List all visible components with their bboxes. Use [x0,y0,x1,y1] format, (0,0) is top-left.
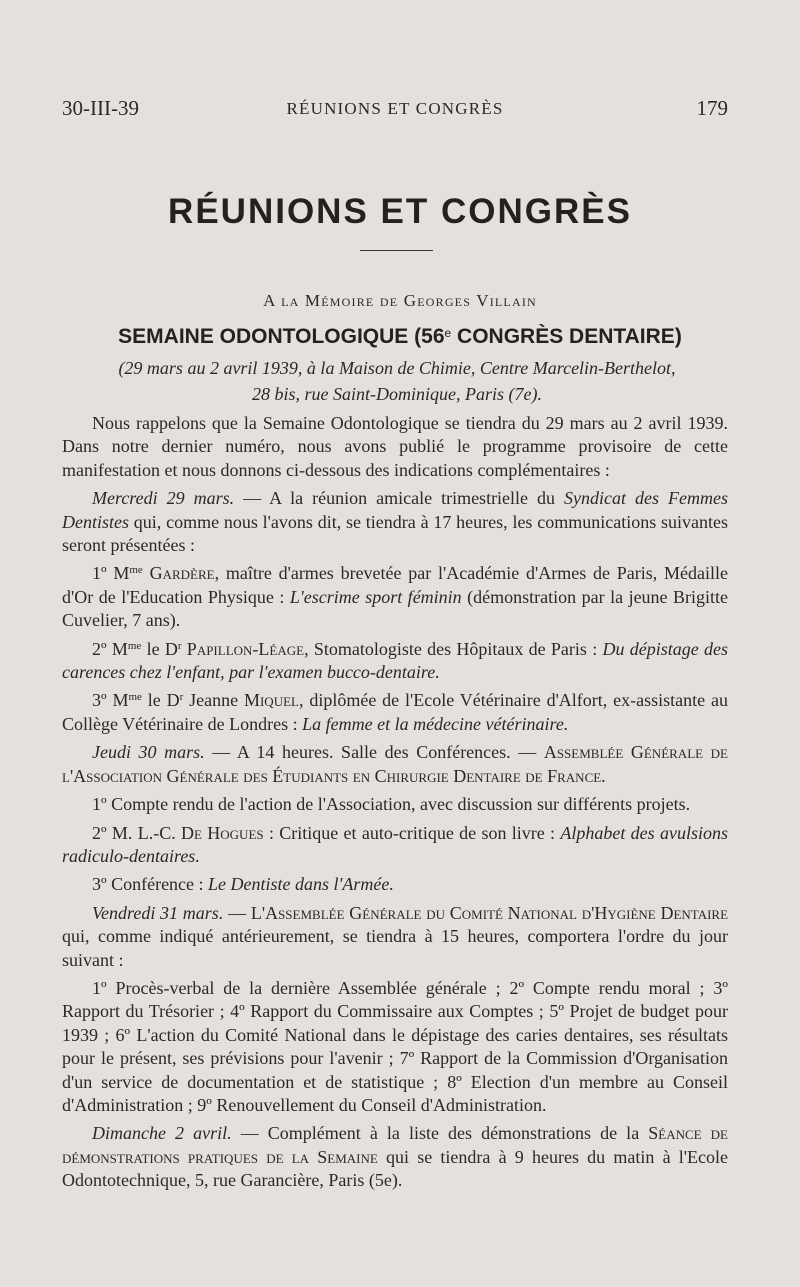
thursday-item-2: 2º M. L.-C. De Hogues : Critique et auto-critique de son livre : Alphabet des avulsions radiculo-dentaires. [62,822,728,866]
header-date: 30-III-39 [62,96,139,120]
wednesday-item-3: 3º $M^{me}$ le $D^r$ Jeanne Miquel, diplômée de l'Ecole Vétérinaire d'Alfort, ex-assistante au Collège Vétérinaire de Londres : La femme et la médecine vétérinaire. [62,690,728,734]
wednesday-item-1: 1º $M^{me}$ Gardère, maître d'armes brevetée par l'Académie d'Armes de Paris, Médaille d'Or de l'Education Physique : L'escrime sport féminin (démonstration par la jeune Brigitte Cuvelier, 7 ans). [62,563,729,631]
page-number: 179 [696,96,728,120]
wednesday-paragraph: Mercredi 29 mars. — A la réunion amicale trimestrielle du Syndicat des Femmes Dentistes qui, comme nous l'avons dit, se tiendra à 17 heures, les communications suivantes seront présentées : [62,488,728,556]
header-section-title: RÉUNIONS ET CONGRÈS [286,99,504,118]
dedication: A la Mémoire de Georges Villain [263,291,537,310]
event-title: SEMAINE ODONTOLOGIQUE (56e CONGRÈS DENTAIRE) [118,325,682,348]
article-body [62,412,728,1198]
thursday-item-1: 1º Compte rendu de l'action de l'Association, avec discussion sur différents projets. [92,794,691,815]
sunday-paragraph: Dimanche 2 avril. — Complément à la liste des démonstrations de la Séance de démonstrations pratiques de la Semaine qui se tiendra à 9 heures du matin à l'Ecole Odontotechnique, 5, rue Garancière, Paris (5e). [62,1123,728,1191]
intro-paragraph: Nous rappelons que la Semaine Odontologique se tiendra du 29 mars au 2 avril 1939. Dans notre dernier numéro, nous avons publié le programme provisoire de cette manifestation et nous donnons ci-dessous des indications complémentaires : [62,413,728,480]
wednesday-item-2: 2º $M^{me}$ le $D^r$ Papillon-Léage, Stomatologiste des Hôpitaux de Paris : Du dépistage des carences chez l'enfant, par l'examen bucco-dentaire. [62,638,728,683]
running-header [62,96,728,126]
title-divider [360,250,433,251]
page-title: RÉUNIONS ET CONGRÈS [168,192,632,231]
thursday-paragraph: Jeudi 30 mars. — A 14 heures. Salle des Conférences. — Assemblée Générale de l'Association Générale des Étudiants en Chirurgie Dentaire de France. [62,742,728,786]
thursday-item-3: 3º Conférence : Le Dentiste dans l'Armée. [92,874,394,895]
event-subtitle-line-1: (29 mars au 2 avril 1939, à la Maison de Chimie, Centre Marcelin-Berthelot, [118,358,676,378]
friday-agenda: 1º Procès-verbal de la dernière Assemblée générale ; 2º Compte rendu moral ; 3º Rapport du Trésorier ; 4º Rapport du Commissaire aux Comptes ; 5º Projet de budget pour 1939 ; 6º L'action du Comité National dans le dépistage des caries dentaires, ses résultats pour le présent, ses prévisions pour l'avenir ; 7º Rapport de la Commission d'Organisation d'un service de documentation et de statistique ; 8º Election d'un membre au Conseil d'Administration ; 9º Renouvellement du Conseil d'Administration. [62,977,728,1115]
event-subtitle-line-2: 28 bis, rue Saint-Dominique, Paris (7e). [252,384,542,404]
friday-paragraph: Vendredi 31 mars. — L'Assemblée Générale du Comité National d'Hygiène Dentaire qui, comme indiqué antérieurement, se tiendra à 15 heures, comportera l'ordre du jour suivant : [62,902,729,970]
